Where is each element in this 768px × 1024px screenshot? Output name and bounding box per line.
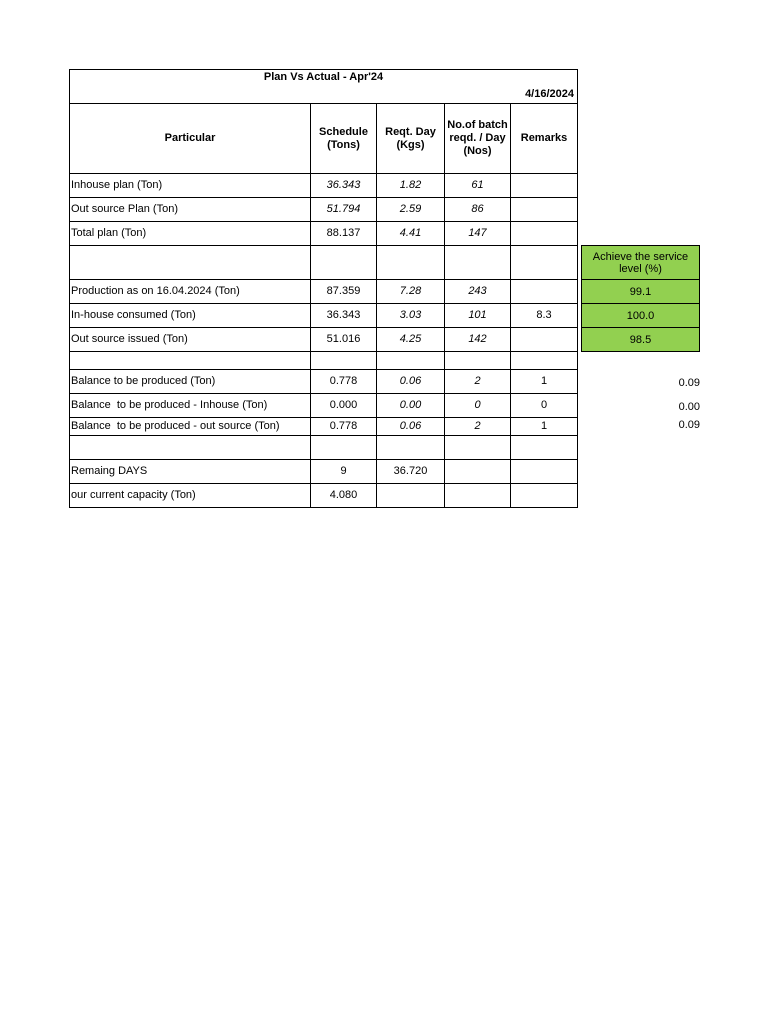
row-schedule: 36.343 <box>326 309 361 321</box>
side-value: 0.00 <box>678 401 700 413</box>
header-batch: No.of batch reqd. / Day (Nos) <box>447 119 508 157</box>
row-reqt: 4.25 <box>399 333 422 345</box>
row-reqt <box>377 484 444 507</box>
row-remarks <box>511 198 577 221</box>
row-label: Production as on 16.04.2024 (Ton) <box>71 285 240 297</box>
service-level-header: Achieve the service level (%) <box>581 245 700 280</box>
row-schedule: 87.359 <box>326 285 361 297</box>
row-batch: 61 <box>471 179 484 191</box>
row-batch <box>445 460 510 483</box>
row-schedule: 51.016 <box>326 333 361 345</box>
row-remarks <box>511 328 577 351</box>
row-schedule: 4.080 <box>329 489 358 501</box>
row-batch: 101 <box>468 309 487 321</box>
row-label: Balance to be produced (Ton) <box>71 375 216 387</box>
row-schedule: 36.343 <box>326 179 361 191</box>
row-label: Balance to be produced - Inhouse (Ton) <box>71 399 268 411</box>
row-remarks <box>511 174 577 197</box>
row-schedule: 0.000 <box>329 399 358 411</box>
side-value: 0.09 <box>678 419 700 431</box>
row-reqt: 36.720 <box>393 465 428 477</box>
header-particular: Particular <box>164 132 216 144</box>
row-label: Total plan (Ton) <box>71 227 147 239</box>
report-title: Plan Vs Actual - Apr'24 <box>263 70 384 83</box>
row-schedule: 0.778 <box>329 375 358 387</box>
row-batch: 0 <box>474 399 481 411</box>
row-remarks <box>511 280 577 303</box>
header-remarks: Remarks <box>520 132 568 144</box>
row-label: Out source Plan (Ton) <box>71 203 178 215</box>
report-date: 4/16/2024 <box>525 88 574 100</box>
row-remarks: 1 <box>540 375 548 387</box>
header-reqt-day: Reqt. Day (Kgs) <box>385 125 436 151</box>
row-reqt: 0.06 <box>399 375 422 387</box>
row-remarks: 1 <box>540 420 548 432</box>
row-reqt: 3.03 <box>399 309 422 321</box>
row-remarks <box>511 222 577 245</box>
header-schedule: Schedule (Tons) <box>319 125 368 151</box>
row-schedule: 51.794 <box>326 203 361 215</box>
row-batch: 142 <box>468 333 487 345</box>
row-schedule: 88.137 <box>326 227 361 239</box>
row-label: our current capacity (Ton) <box>71 489 196 501</box>
row-remarks <box>511 484 577 507</box>
row-label: Balance to be produced - out source (Ton) <box>71 420 280 432</box>
row-label: Inhouse plan (Ton) <box>71 179 163 191</box>
row-batch: 147 <box>468 227 487 239</box>
service-level-value: 100.0 <box>581 303 700 328</box>
row-label: Remaing DAYS <box>71 465 148 477</box>
row-batch: 2 <box>474 375 481 387</box>
row-schedule: 9 <box>340 465 347 477</box>
row-reqt: 0.06 <box>399 420 422 432</box>
row-schedule: 0.778 <box>329 420 358 432</box>
row-remarks <box>511 460 577 483</box>
service-level-value: 99.1 <box>581 279 700 304</box>
row-reqt: 1.82 <box>399 179 422 191</box>
row-label: In-house consumed (Ton) <box>71 309 196 321</box>
row-reqt: 0.00 <box>399 399 422 411</box>
row-reqt: 7.28 <box>399 285 422 297</box>
row-label: Out source issued (Ton) <box>71 333 188 345</box>
row-batch: 2 <box>474 420 481 432</box>
side-value: 0.09 <box>678 377 700 389</box>
row-batch <box>445 484 510 507</box>
service-level-value: 98.5 <box>581 327 700 352</box>
row-batch: 243 <box>468 285 487 297</box>
row-remarks: 0 <box>540 399 548 411</box>
row-remarks: 8.3 <box>536 309 552 321</box>
row-batch: 86 <box>471 203 484 215</box>
row-reqt: 2.59 <box>399 203 422 215</box>
row-reqt: 4.41 <box>399 227 422 239</box>
